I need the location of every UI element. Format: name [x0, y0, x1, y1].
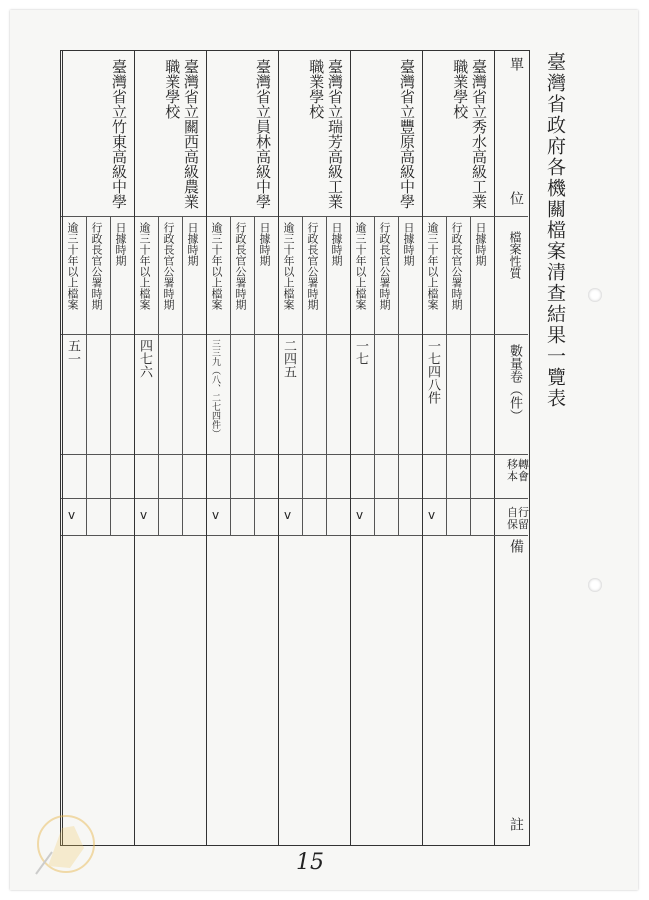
period-label: 日據時期 — [330, 222, 343, 266]
header-retain: 自行保留 — [507, 506, 529, 532]
header-remark-top: 備 — [508, 539, 524, 553]
table-rule — [61, 334, 528, 335]
header-unit-top: 單 — [508, 57, 524, 71]
table-rule — [422, 51, 423, 845]
binder-hole — [588, 288, 602, 302]
retain-checkmark: v — [212, 508, 220, 522]
period-label: 日據時期 — [114, 222, 127, 266]
header-nature: 檔案性質 — [508, 231, 522, 279]
table-rule — [494, 51, 495, 845]
period-label: 行政長官公署時期 — [234, 222, 247, 310]
table-rule — [86, 216, 87, 536]
table-rule — [61, 535, 528, 536]
period-label: 行政長官公署時期 — [162, 222, 175, 310]
school-name: 臺灣省立竹東高級中學 — [110, 59, 128, 209]
period-label: 行政長官公署時期 — [378, 222, 391, 310]
school-name: 臺灣省立秀水高級工業職業學校 — [451, 59, 488, 209]
period-label: 逾三十年以上檔案 — [138, 222, 151, 310]
table-rule — [206, 51, 207, 845]
document-title: 臺灣省政府各機關檔案清查結果一覽表 — [544, 52, 566, 409]
retain-checkmark: v — [68, 508, 76, 522]
header-unit-bottom: 位 — [508, 191, 524, 205]
period-label: 逾三十年以上檔案 — [282, 222, 295, 310]
table-rule — [446, 216, 447, 536]
table-rule — [110, 216, 111, 536]
period-label: 逾三十年以上檔案 — [354, 222, 367, 310]
period-label: 行政長官公署時期 — [450, 222, 463, 310]
period-label: 行政長官公署時期 — [90, 222, 103, 310]
school-name: 臺灣省立豐原高級中學 — [398, 59, 416, 209]
period-label: 日據時期 — [186, 222, 199, 266]
table-rule — [62, 51, 63, 845]
archive-watermark-logo — [22, 808, 110, 878]
table-rule — [61, 498, 528, 499]
table-rule — [158, 216, 159, 536]
school-name: 臺灣省立關西高級農業職業學校 — [163, 59, 200, 209]
table-rule — [470, 216, 471, 536]
period-label: 逾三十年以上檔案 — [210, 222, 223, 310]
table-rule — [374, 216, 375, 536]
header-count: 數量卷（件） — [507, 344, 522, 422]
period-label: 日據時期 — [474, 222, 487, 266]
table-rule — [254, 216, 255, 536]
record-count: 二四五 — [281, 339, 296, 378]
record-count: 五一 — [65, 339, 80, 365]
table-rule — [61, 216, 528, 217]
record-count: 一七 — [353, 339, 368, 365]
table-rule — [302, 216, 303, 536]
table-rule — [61, 454, 528, 455]
retain-checkmark: v — [140, 508, 148, 522]
header-transfer: 移轉本會 — [507, 458, 529, 484]
binder-hole — [588, 578, 602, 592]
record-count: 一七四八件 — [425, 339, 440, 404]
period-label: 日據時期 — [402, 222, 415, 266]
period-label: 逾三十年以上檔案 — [426, 222, 439, 310]
archive-table — [60, 50, 530, 846]
retain-checkmark: v — [284, 508, 292, 522]
table-rule — [182, 216, 183, 536]
period-label: 行政長官公署時期 — [306, 222, 319, 310]
table-rule — [278, 51, 279, 845]
table-rule — [326, 216, 327, 536]
record-count: 三三九（八、二七四件） — [210, 339, 220, 438]
page-number: 15 — [296, 850, 324, 875]
retain-checkmark: v — [428, 508, 436, 522]
period-label: 逾三十年以上檔案 — [66, 222, 79, 310]
table-rule — [230, 216, 231, 536]
table-rule — [350, 51, 351, 845]
school-name: 臺灣省立瑞芳高級工業職業學校 — [307, 59, 344, 209]
header-remark-bottom: 註 — [508, 817, 524, 831]
table-rule — [134, 51, 135, 845]
record-count: 四七六 — [137, 339, 152, 378]
table-rule — [398, 216, 399, 536]
period-label: 日據時期 — [258, 222, 271, 266]
retain-checkmark: v — [356, 508, 364, 522]
school-name: 臺灣省立員林高級中學 — [254, 59, 272, 209]
